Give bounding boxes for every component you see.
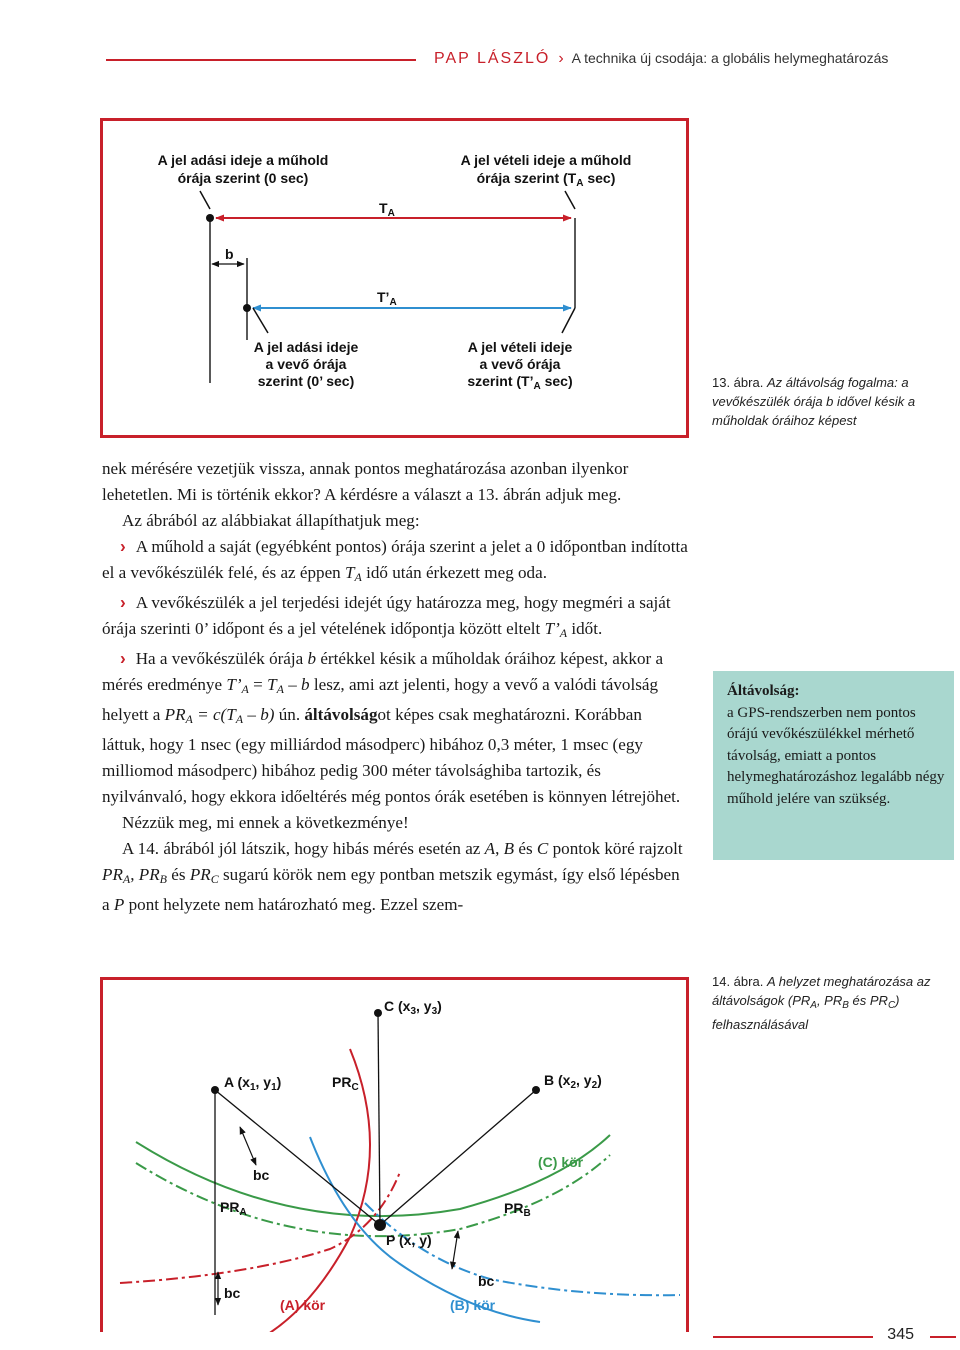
figure-14-caption xyxy=(712,972,957,1034)
fig13-bottom-right-label: A jel vételi ideje xyxy=(467,339,573,355)
fig13-top-right-label-2: órája szerint ($T_A$ sec) xyxy=(476,170,616,189)
running-header xyxy=(434,50,956,72)
bullet-item: › A műhold a saját (egyébként pontos) órája szerint a jelet a 0 időpontban indította el a vevőkészülék felé, és az éppen TA idő után érkezett meg oda. xyxy=(102,534,688,590)
definition-text: a GPS-rendszerben nem pontos órájú vevőkészülékkel mérhető távolság, emiatt a pontos helymeghatározáshoz legalább négy műhold jelére van szükség. xyxy=(727,704,945,807)
figure-13-caption xyxy=(712,373,957,430)
label-pr-b: $PR_B$ xyxy=(504,1200,531,1219)
point-b xyxy=(532,1086,540,1094)
fig13-ta-label: $T_A$ xyxy=(379,200,395,219)
header-author: PAP LÁSZLÓ xyxy=(434,50,551,67)
body-text xyxy=(102,456,688,918)
header-title: A technika új csodája: a globális helymeghatározás xyxy=(571,50,889,66)
fig13-send-point xyxy=(206,214,214,222)
label-c: C ($x_3$, $y_3$) xyxy=(384,998,442,1017)
label-a-circle: (A) kör xyxy=(280,1297,326,1313)
bullet-item: › A vevőkészülék a jel terjedési idejét úgy határozza meg, hogy megméri a saját órája szerinti 0’ időpont és a jel vételének időpontja között eltelt T’A időt. xyxy=(102,590,688,646)
fig13-top-left-label: A jel adási ideje a műhold xyxy=(157,152,329,168)
body-paragraph: Az ábrából az alábbiakat állapíthatjuk meg: xyxy=(122,511,420,530)
caption-14-text: A helyzet meghatározása az áltávolságok ($PR_A$, $PR_B$ és $PR_C$) felhasználásával xyxy=(712,974,931,1032)
definition-title: Áltávolság: xyxy=(727,683,800,699)
label-a: A ($x_1$, $y_1$) xyxy=(224,1074,282,1093)
fig13-top-right-label: A jel vételi ideje a műhold xyxy=(460,152,632,168)
caption-13-text: Az áltávolság fogalma: a vevőkészülék órája b idővel késik a műholdak óráihoz képest xyxy=(712,375,916,428)
body-paragraph: Nézzük meg, mi ennek a következménye! xyxy=(122,813,409,832)
label-b: B ($x_2$, $y_2$) xyxy=(544,1072,602,1091)
figure-14-frame xyxy=(102,979,688,1333)
point-c xyxy=(374,1009,382,1017)
header-chevron-icon: › xyxy=(558,50,564,67)
fig13-receiver-point xyxy=(243,304,251,312)
label-pr-a: $PR_A$ xyxy=(220,1199,247,1218)
caption-13-number: 13. ábra. xyxy=(712,375,764,390)
footer-rule-right xyxy=(930,1336,956,1338)
fig13-b-label: b xyxy=(225,246,234,262)
fig13-tpa-label: $T’_A$ xyxy=(377,289,397,308)
label-p: P (x, y) xyxy=(386,1232,432,1248)
label-bc-a: bc xyxy=(224,1285,241,1301)
caption-14-number: 14. ábra. xyxy=(712,974,764,989)
fig13-bottom-right-label-2: a vevő órája xyxy=(479,356,561,372)
definition-box xyxy=(713,671,954,860)
label-c-circle: (C) kör xyxy=(538,1154,584,1170)
bullet-item: › Ha a vevőkészülék órája b értékkel késik a műholdak óráihoz képest, akkor a mérés eredménye T’A = TA – b lesz, ami azt jelenti, hogy a vevő a valódi távolság helyett a PRA = c(TA – b) ún. áltávolságot képes csak meghatározni. Korábban láttuk, hogy 1 nsec (egy milliárdod másodperc) hibához 0,3 méter, 1 msec (egy milliomod másodperc) hibához pedig 300 méter távolsághiba tartozik, és nyilvánvaló, hogy ekkora időeltérés még pontos órák esetében is könnyen létrejöhet. xyxy=(102,646,688,810)
label-bc-c: bc xyxy=(253,1167,270,1183)
fig13-top-left-label-2: órája szerint (0 sec) xyxy=(177,170,309,186)
fig13-bottom-right-label-3: szerint ($T’_A$ sec) xyxy=(467,373,573,392)
footer-rule-left xyxy=(713,1336,873,1338)
point-p xyxy=(374,1219,386,1231)
figure-14 xyxy=(100,977,690,1332)
label-pr-c: $PR_C$ xyxy=(332,1074,359,1093)
fig13-bottom-left-label-2: a vevő órája xyxy=(265,356,347,372)
label-b-circle: (B) kör xyxy=(450,1297,496,1313)
fig13-bottom-left-label: A jel adási ideje xyxy=(253,339,359,355)
label-bc-b: bc xyxy=(478,1273,495,1289)
header-rule-left xyxy=(106,59,416,61)
fig13-bottom-left-label-3: szerint (0’ sec) xyxy=(257,373,355,389)
body-paragraph: nek mérésére vezetjük vissza, annak pontos meghatározása azonban ilyenkor lehetetlen. Mi is történik ekkor? A kérdésre a választ a 13. ábrán adjuk meg. xyxy=(102,459,629,504)
body-paragraph: A 14. ábrából jól látszik, hogy hibás mérés esetén az A, B és C pontok köré rajzolt PRA, PRB és PRC sugarú körök nem egy pontban metszik egymást, így első lépésben a P pont helyzete nem határozható meg. Ezzel szem- xyxy=(102,839,683,914)
figure-13 xyxy=(100,118,690,438)
point-a xyxy=(211,1086,219,1094)
page-number: 345 xyxy=(887,1326,914,1343)
